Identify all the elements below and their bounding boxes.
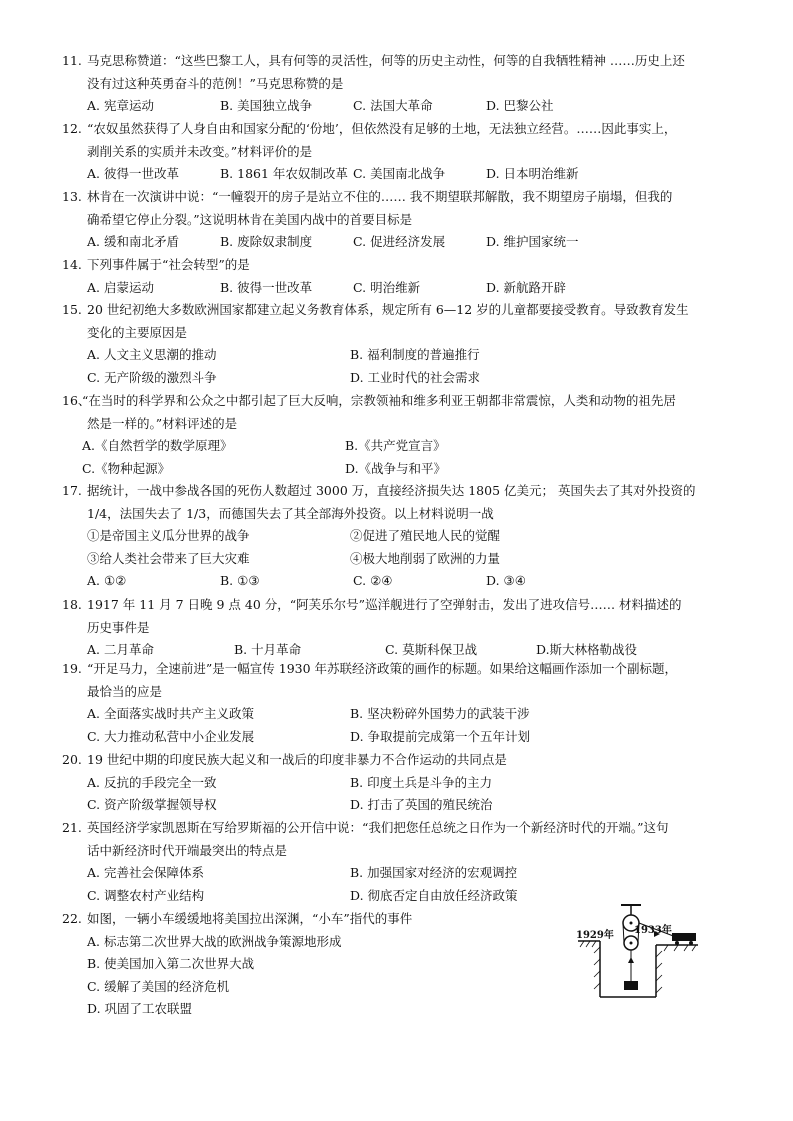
option-d: D. 新航路开辟 <box>486 279 567 295</box>
option-b: B. 加强国家对经济的宏观调控 <box>350 865 518 881</box>
option-c: C. 缓解了美国的经济危机 <box>87 978 230 994</box>
option-a: A. 人文主义思潮的推动 <box>87 347 217 363</box>
option-a: A. 全面落实战时共产主义政策 <box>87 706 254 722</box>
up-arrow-icon <box>628 957 634 963</box>
question-number: 16、 <box>62 393 91 408</box>
question-stem: 没有过这种英勇奋斗的范例！”马克思称赞的是 <box>87 75 344 91</box>
option-d: D. 维护国家统一 <box>486 234 579 250</box>
question-stem: 变化的主要原因是 <box>87 324 188 340</box>
option-c: C. 明治维新 <box>353 279 421 295</box>
question-11 <box>62 50 742 118</box>
label-1929: 1929年 <box>576 930 614 941</box>
option-a: A. 宪章运动 <box>87 98 154 114</box>
option-d: D. ③④ <box>486 573 526 589</box>
question-17 <box>62 480 742 593</box>
option-a: A. 彼得一世改革 <box>87 166 179 182</box>
question-stem: 确希望它停止分裂。”这说明林肯在美国内战中的首要目标是 <box>87 211 413 227</box>
option-a: A. 反抗的手段完全一致 <box>87 774 217 790</box>
question-stem: 据统计，一战中参战各国的死伤人数超过 3000 万，直接经济损失达 1805 亿美元； 英国失去了其对外投资的 <box>87 483 696 498</box>
question-stem: 话中新经济时代开端最突出的特点是 <box>87 842 288 858</box>
statement-2: ②促进了殖民地人民的觉醒 <box>350 528 501 544</box>
question-19 <box>62 658 742 748</box>
option-d: D. 彻底否定自由放任经济政策 <box>350 887 518 903</box>
statement-4: ④极大地削弱了欧洲的力量 <box>350 550 501 566</box>
option-row <box>62 458 742 481</box>
question-stem: 剥削关系的实质并未改变。”材料评价的是 <box>87 143 313 159</box>
question-stem: 林肯在一次演讲中说：“一幢裂开的房子是站立不住的…… 我不期望联邦解散，我不期望房子崩塌，但我的 <box>87 189 673 204</box>
question-stem: 如图，一辆小车缓缓地将美国拉出深渊，“小车”指代的事件 <box>87 911 413 926</box>
option-b: B. 坚决粉碎外国势力的武装干涉 <box>350 706 530 722</box>
option-c: C. 莫斯科保卫战 <box>385 642 478 658</box>
question-number: 14. <box>62 257 82 272</box>
option-a: A. ①② <box>87 573 127 589</box>
option-row <box>62 435 742 458</box>
question-stem: 英国经济学家凯恩斯在写给罗斯福的公开信中说：“我们把您任总统之日作为一个新经济时代的开端。”这句 <box>87 820 669 835</box>
option-b: B. 十月革命 <box>234 642 302 658</box>
statement-row <box>62 525 742 548</box>
option-a: A. 完善社会保障体系 <box>87 865 204 881</box>
cart-body <box>672 933 696 941</box>
option-row <box>62 726 742 749</box>
question-number: 11. <box>62 53 82 68</box>
option-row <box>62 344 742 367</box>
question-number: 19. <box>62 661 82 676</box>
question-13 <box>62 186 742 254</box>
question-stem: “开足马力，全速前进”是一幅宣传 1930 年苏联经济政策的画作的标题。如果给这幅画作添加一个副标题， <box>87 661 678 676</box>
option-d: D. 争取提前完成第一个五年计划 <box>350 728 531 744</box>
option-b: B. 美国独立战争 <box>220 98 313 114</box>
option-b: B. ①③ <box>220 573 260 589</box>
option-b: B. 福利制度的普遍推行 <box>350 347 480 363</box>
question-stem: 最恰当的应是 <box>87 683 163 699</box>
option-c: C. 法国大革命 <box>353 98 433 114</box>
option-c: C.《物种起源》 <box>82 460 171 476</box>
question-stem: 1917 年 11 月 7 日晚 9 点 40 分，“阿芙乐尔号”巡洋舰进行了空弹射击，发出了进攻信号…… 材料描述的 <box>87 597 682 612</box>
option-c: C. 促进经济发展 <box>353 234 446 250</box>
option-c: C. 大力推动私营中小企业发展 <box>87 728 255 744</box>
statement-row <box>62 548 742 571</box>
pulley-cart-figure <box>576 903 700 999</box>
question-number: 13. <box>62 189 82 204</box>
option-c: C. ②④ <box>353 573 393 589</box>
option-a: A. 标志第二次世界大战的欧洲战争策源地形成 <box>87 933 342 949</box>
question-number: 15. <box>62 302 82 317</box>
option-c: C. 资产阶级掌握领导权 <box>87 797 217 813</box>
option-row <box>62 862 742 885</box>
option-a: A. 二月革命 <box>87 642 154 658</box>
question-15 <box>62 299 742 389</box>
option-d: D. 巩固了工农联盟 <box>87 1001 193 1017</box>
question-number: 17. <box>62 483 82 498</box>
option-b: B. 1861 年农奴制改革 <box>220 166 348 182</box>
option-a: A. 缓和南北矛盾 <box>87 234 179 250</box>
load-block <box>624 981 638 990</box>
option-row <box>62 163 742 186</box>
upper-pulley-axle <box>630 922 633 925</box>
option-row <box>62 794 742 817</box>
question-16 <box>62 390 742 480</box>
question-stem: 然是一样的。”材料评述的是 <box>87 415 238 431</box>
question-stem: “农奴虽然获得了人身自由和国家分配的‘份地’，但依然没有足够的土地，无法独立经营。……因此事实上， <box>87 121 677 136</box>
lower-pulley-axle <box>630 942 633 945</box>
option-d: D. 日本明治维新 <box>486 166 579 182</box>
option-row <box>62 367 742 390</box>
question-number: 20. <box>62 752 82 767</box>
option-a: A. 启蒙运动 <box>87 279 154 295</box>
option-d: D.斯大林格勒战役 <box>536 642 638 658</box>
statement-1: ①是帝国主义瓜分世界的战争 <box>87 528 250 544</box>
question-stem: 马克思称赞道：“这些巴黎工人，具有何等的灵活性，何等的历史主动性，何等的自我牺牲精神 ……历史上还 <box>87 53 685 68</box>
question-stem: 历史事件是 <box>87 619 150 635</box>
question-14 <box>62 254 742 299</box>
question-18 <box>62 594 742 662</box>
question-number: 22. <box>62 911 82 926</box>
option-b: B. 使美国加入第二次世界大战 <box>87 956 255 972</box>
question-12 <box>62 118 742 186</box>
question-21 <box>62 817 742 907</box>
option-b: B.《共产党宣言》 <box>345 438 446 454</box>
option-a: A.《自然哲学的数学原理》 <box>82 438 233 454</box>
option-b: B. 废除奴隶制度 <box>220 234 313 250</box>
option-c: C. 调整农村产业结构 <box>87 887 205 903</box>
question-number: 21. <box>62 820 82 835</box>
option-row <box>62 703 742 726</box>
option-row <box>62 95 742 118</box>
question-stem: 19 世纪中期的印度民族大起义和一战后的印度非暴力不合作运动的共同点是 <box>87 752 507 767</box>
question-stem: “在当时的科学界和公众之中都引起了巨大反响，宗教领袖和维多利亚王朝都非常震惊，人类和动物的祖先居 <box>82 393 676 408</box>
option-c: C. 美国南北战争 <box>353 166 446 182</box>
option-d: D. 巴黎公社 <box>486 98 554 114</box>
cart-wheel-icon <box>689 941 693 945</box>
question-stem: 1/4，法国失去了 1/3，而德国失去了其全部海外投资。以上材料说明一战 <box>87 505 494 521</box>
cart-wheel-icon <box>675 941 679 945</box>
question-stem: 20 世纪初绝大多数欧洲国家都建立起义务教育体系，规定所有 6—12 岁的儿童都要接受教育。导致教育发生 <box>87 302 689 317</box>
option-row <box>62 570 742 593</box>
option-d: D. 工业时代的社会需求 <box>350 369 481 385</box>
label-1933: 1933年 <box>634 925 672 936</box>
option-b: B. 彼得一世改革 <box>220 279 313 295</box>
statement-3: ③给人类社会带来了巨大灾难 <box>87 550 250 566</box>
option-d: D.《战争与和平》 <box>345 460 447 476</box>
option-d: D. 打击了英国的殖民统治 <box>350 797 493 813</box>
option-row <box>62 772 742 795</box>
option-row <box>62 277 742 300</box>
question-number: 18. <box>62 597 82 612</box>
question-20 <box>62 749 742 817</box>
question-number: 12. <box>62 121 82 136</box>
option-c: C. 无产阶级的激烈斗争 <box>87 369 217 385</box>
option-row <box>62 231 742 254</box>
question-stem: 下列事件属于“社会转型”的是 <box>87 257 250 272</box>
option-b: B. 印度土兵是斗争的主力 <box>350 774 493 790</box>
